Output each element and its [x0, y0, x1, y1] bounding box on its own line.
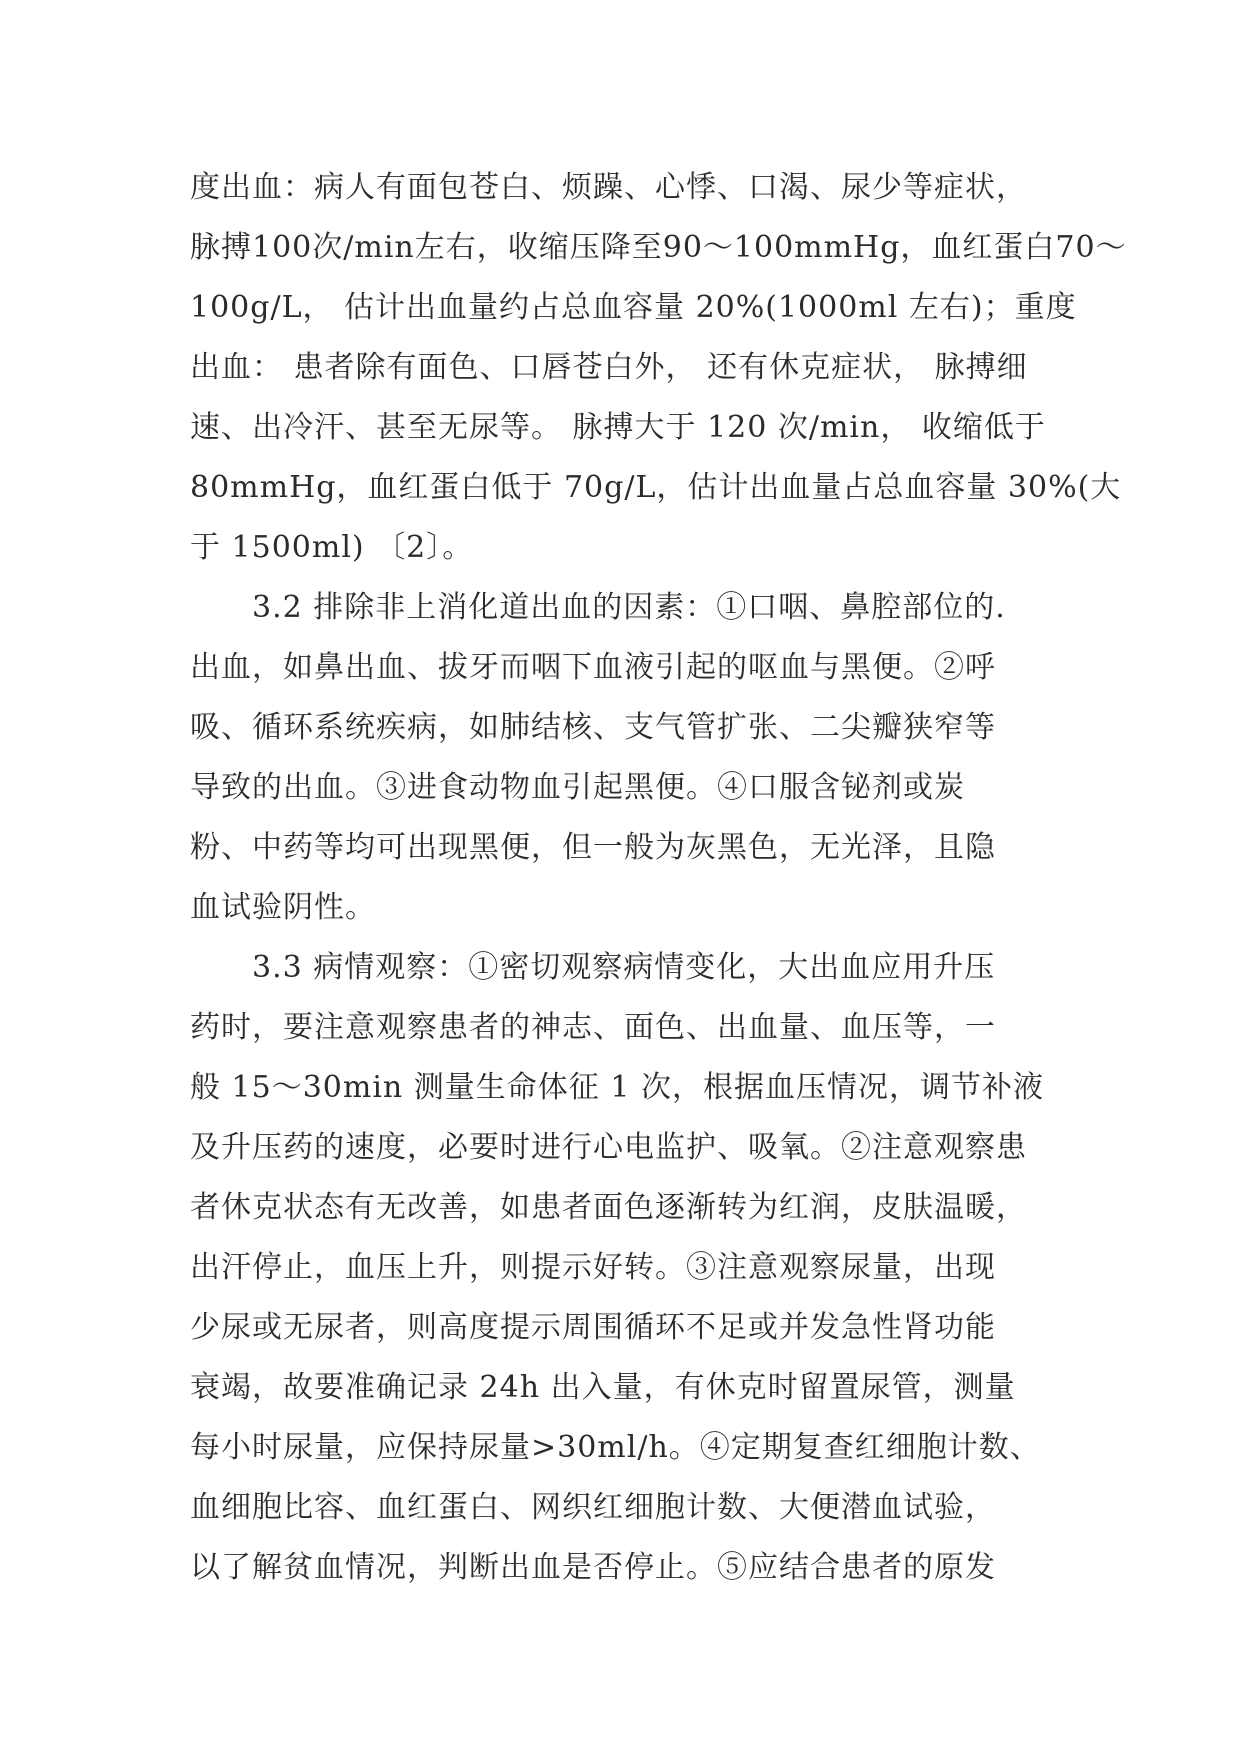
- text-line: 少尿或无尿者，则高度提示周围循环不足或并发急性肾功能: [190, 1310, 996, 1345]
- section-heading-line: 3.2 排除非上消化道出血的因素：①口咽、鼻腔部位的.: [190, 590, 1006, 625]
- text-line: 100g/L， 估计出血量约占总血容量 20%(1000ml 左右)；重度: [190, 290, 1077, 325]
- text-line: 80mmHg，血红蛋白低于 70g/L，估计出血量占总血容量 30%(大: [190, 470, 1122, 505]
- text-line: 血试验阴性。: [190, 890, 376, 925]
- body-text: [190, 158, 1127, 1598]
- text-line: 导致的出血。③进食动物血引起黑便。④口服含铋剂或炭: [190, 770, 965, 805]
- text-line: 出血： 患者除有面色、口唇苍白外， 还有休克症状， 脉搏细: [190, 350, 1028, 385]
- text-line: 衰竭，故要准确记录 24h 出入量，有休克时留置尿管，测量: [190, 1370, 1016, 1405]
- text-line: 以了解贫血情况，判断出血是否停止。⑤应结合患者的原发: [190, 1550, 996, 1585]
- text-line: 般 15～30min 测量生命体征 1 次，根据血压情况，调节补液: [190, 1070, 1044, 1105]
- text-line: 出血，如鼻出血、拔牙而咽下血液引起的呕血与黑便。②呼: [190, 650, 996, 685]
- text-line: 者休克状态有无改善，如患者面色逐渐转为红润，皮肤温暖，: [190, 1190, 1027, 1225]
- text-line: 吸、循环系统疾病，如肺结核、支气管扩张、二尖瓣狭窄等: [190, 710, 996, 745]
- text-line: 及升压药的速度，必要时进行心电监护、吸氧。②注意观察患: [190, 1130, 1027, 1165]
- text-line: 出汗停止，血压上升，则提示好转。③注意观察尿量，出现: [190, 1250, 996, 1285]
- text-line: 药时，要注意观察患者的神志、面色、出血量、血压等，一: [190, 1010, 996, 1045]
- text-line: 每小时尿量，应保持尿量>30ml/h。④定期复查红细胞计数、: [190, 1430, 1041, 1465]
- text-line: 脉搏100次/min左右，收缩压降至90～100mmHg，血红蛋白70～: [190, 230, 1127, 265]
- text-line: 速、出冷汗、甚至无尿等。 脉搏大于 120 次/min， 收缩低于: [190, 410, 1046, 445]
- text-line: 粉、中药等均可出现黑便，但一般为灰黑色，无光泽，且隐: [190, 830, 996, 865]
- text-line: 血细胞比容、血红蛋白、网织红细胞计数、大便潜血试验，: [190, 1490, 996, 1525]
- section-heading-line: 3.3 病情观察：①密切观察病情变化，大出血应用升压: [190, 950, 996, 985]
- text-line: 于 1500ml) 〔2〕。: [190, 530, 474, 565]
- text-line: 度出血：病人有面包苍白、烦躁、心悸、口渴、尿少等症状，: [190, 170, 1027, 205]
